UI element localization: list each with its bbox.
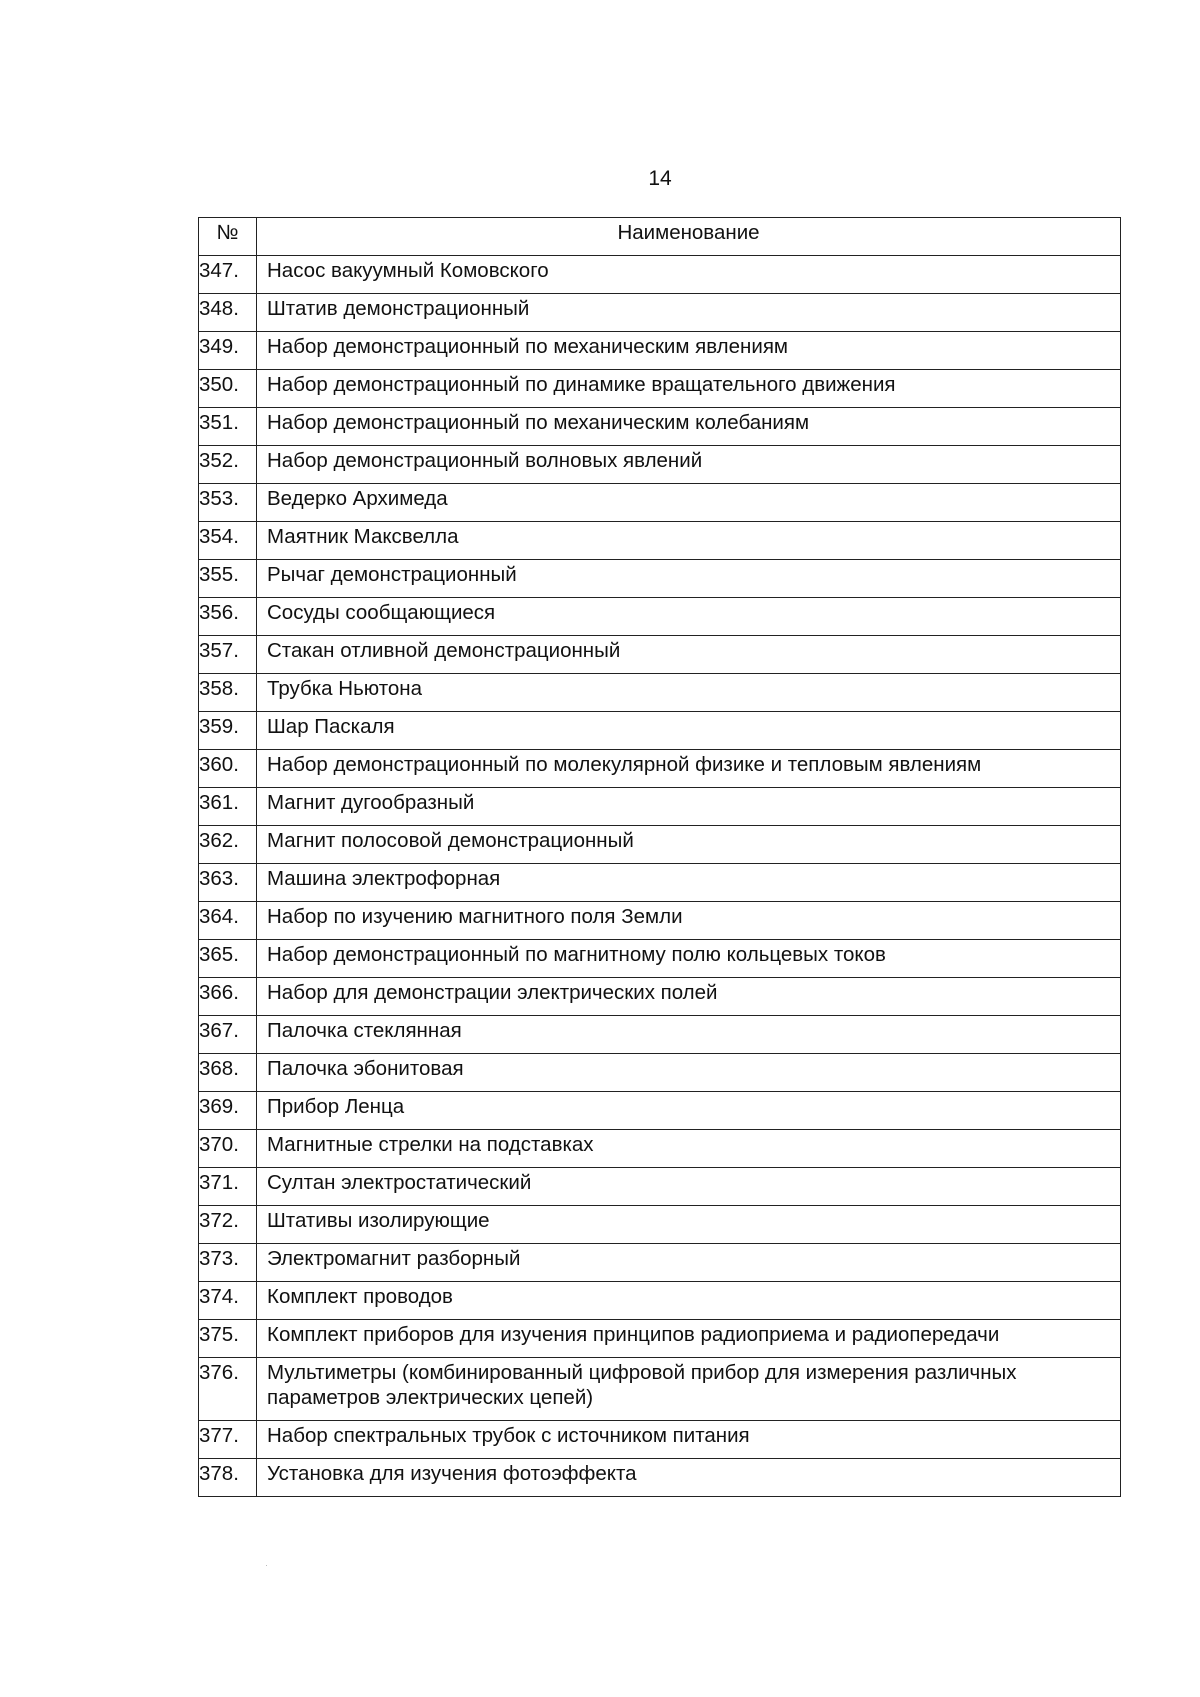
row-number: 368. — [199, 1054, 257, 1092]
row-number: 366. — [199, 978, 257, 1016]
table-row — [199, 864, 1121, 902]
row-name: Магнит дугообразный — [257, 788, 1121, 826]
row-number: 365. — [199, 940, 257, 978]
row-number: 377. — [199, 1421, 257, 1459]
equipment-table — [198, 217, 1121, 1497]
row-name: Палочка эбонитовая — [257, 1054, 1121, 1092]
row-number: 363. — [199, 864, 257, 902]
table-row — [199, 1130, 1121, 1168]
column-header-name: Наименование — [257, 218, 1121, 256]
table-row — [199, 560, 1121, 598]
row-number: 372. — [199, 1206, 257, 1244]
row-name: Набор демонстрационный волновых явлений — [257, 446, 1121, 484]
row-number: 373. — [199, 1244, 257, 1282]
row-number: 367. — [199, 1016, 257, 1054]
row-name: Штативы изолирующие — [257, 1206, 1121, 1244]
equipment-table-container — [198, 217, 1120, 1497]
table-row — [199, 1092, 1121, 1130]
table-row — [199, 674, 1121, 712]
row-number: 370. — [199, 1130, 257, 1168]
row-number: 374. — [199, 1282, 257, 1320]
table-row — [199, 750, 1121, 788]
row-number: 376. — [199, 1358, 257, 1421]
row-name: Шар Паскаля — [257, 712, 1121, 750]
table-row — [199, 1168, 1121, 1206]
table-row — [199, 1320, 1121, 1358]
row-name: Набор по изучению магнитного поля Земли — [257, 902, 1121, 940]
row-number: 358. — [199, 674, 257, 712]
row-number: 378. — [199, 1459, 257, 1497]
table-body — [199, 256, 1121, 1497]
row-name: Набор демонстрационный по механическим колебаниям — [257, 408, 1121, 446]
row-name: Набор демонстрационный по динамике вращательного движения — [257, 370, 1121, 408]
table-row — [199, 1421, 1121, 1459]
table-row — [199, 788, 1121, 826]
table-row — [199, 598, 1121, 636]
table-row — [199, 294, 1121, 332]
row-number: 360. — [199, 750, 257, 788]
row-number: 351. — [199, 408, 257, 446]
table-row — [199, 1016, 1121, 1054]
row-number: 352. — [199, 446, 257, 484]
table-row — [199, 978, 1121, 1016]
row-number: 357. — [199, 636, 257, 674]
row-number: 364. — [199, 902, 257, 940]
row-name: Набор демонстрационный по магнитному полю кольцевых токов — [257, 940, 1121, 978]
table-row — [199, 522, 1121, 560]
column-header-number: № — [199, 218, 257, 256]
row-name: Машина электрофорная — [257, 864, 1121, 902]
row-name: Набор спектральных трубок с источником питания — [257, 1421, 1121, 1459]
row-number: 354. — [199, 522, 257, 560]
row-name: Маятник Максвелла — [257, 522, 1121, 560]
row-number: 356. — [199, 598, 257, 636]
row-name: Стакан отливной демонстрационный — [257, 636, 1121, 674]
row-number: 355. — [199, 560, 257, 598]
row-name: Прибор Ленца — [257, 1092, 1121, 1130]
row-name: Магнит полосовой демонстрационный — [257, 826, 1121, 864]
row-name: Ведерко Архимеда — [257, 484, 1121, 522]
row-name: Мультиметры (комбинированный цифровой прибор для измерения различных параметров электрических цепей) — [257, 1358, 1121, 1421]
row-name: Палочка стеклянная — [257, 1016, 1121, 1054]
row-number: 359. — [199, 712, 257, 750]
table-row — [199, 940, 1121, 978]
table-row — [199, 1054, 1121, 1092]
table-row — [199, 826, 1121, 864]
table-header-row — [199, 218, 1121, 256]
row-number: 350. — [199, 370, 257, 408]
row-number: 362. — [199, 826, 257, 864]
table-row — [199, 1282, 1121, 1320]
table-row — [199, 902, 1121, 940]
row-number: 375. — [199, 1320, 257, 1358]
row-name: Комплект проводов — [257, 1282, 1121, 1320]
row-number: 361. — [199, 788, 257, 826]
row-name: Набор для демонстрации электрических полей — [257, 978, 1121, 1016]
row-name: Султан электростатический — [257, 1168, 1121, 1206]
row-name: Электромагнит разборный — [257, 1244, 1121, 1282]
row-number: 371. — [199, 1168, 257, 1206]
page-number: 14 — [648, 167, 672, 190]
table-row — [199, 636, 1121, 674]
row-name: Сосуды сообщающиеся — [257, 598, 1121, 636]
row-name: Установка для изучения фотоэффекта — [257, 1459, 1121, 1497]
row-name: Трубка Ньютона — [257, 674, 1121, 712]
row-name: Штатив демонстрационный — [257, 294, 1121, 332]
row-number: 348. — [199, 294, 257, 332]
row-number: 353. — [199, 484, 257, 522]
row-name: Комплект приборов для изучения принципов радиоприема и радиопередачи — [257, 1320, 1121, 1358]
row-number: 347. — [199, 256, 257, 294]
table-row — [199, 712, 1121, 750]
row-name: Набор демонстрационный по молекулярной физике и тепловым явлениям — [257, 750, 1121, 788]
row-name: Магнитные стрелки на подставках — [257, 1130, 1121, 1168]
table-header — [199, 218, 1121, 256]
table-row — [199, 1459, 1121, 1497]
table-row — [199, 332, 1121, 370]
stray-scan-mark — [266, 1565, 267, 1566]
table-row — [199, 446, 1121, 484]
table-row — [199, 1358, 1121, 1421]
table-row — [199, 256, 1121, 294]
row-name: Рычаг демонстрационный — [257, 560, 1121, 598]
table-row — [199, 370, 1121, 408]
row-name: Набор демонстрационный по механическим явлениям — [257, 332, 1121, 370]
table-row — [199, 1244, 1121, 1282]
table-row — [199, 408, 1121, 446]
row-number: 349. — [199, 332, 257, 370]
row-number: 369. — [199, 1092, 257, 1130]
table-row — [199, 484, 1121, 522]
table-row — [199, 1206, 1121, 1244]
row-name: Насос вакуумный Комовского — [257, 256, 1121, 294]
